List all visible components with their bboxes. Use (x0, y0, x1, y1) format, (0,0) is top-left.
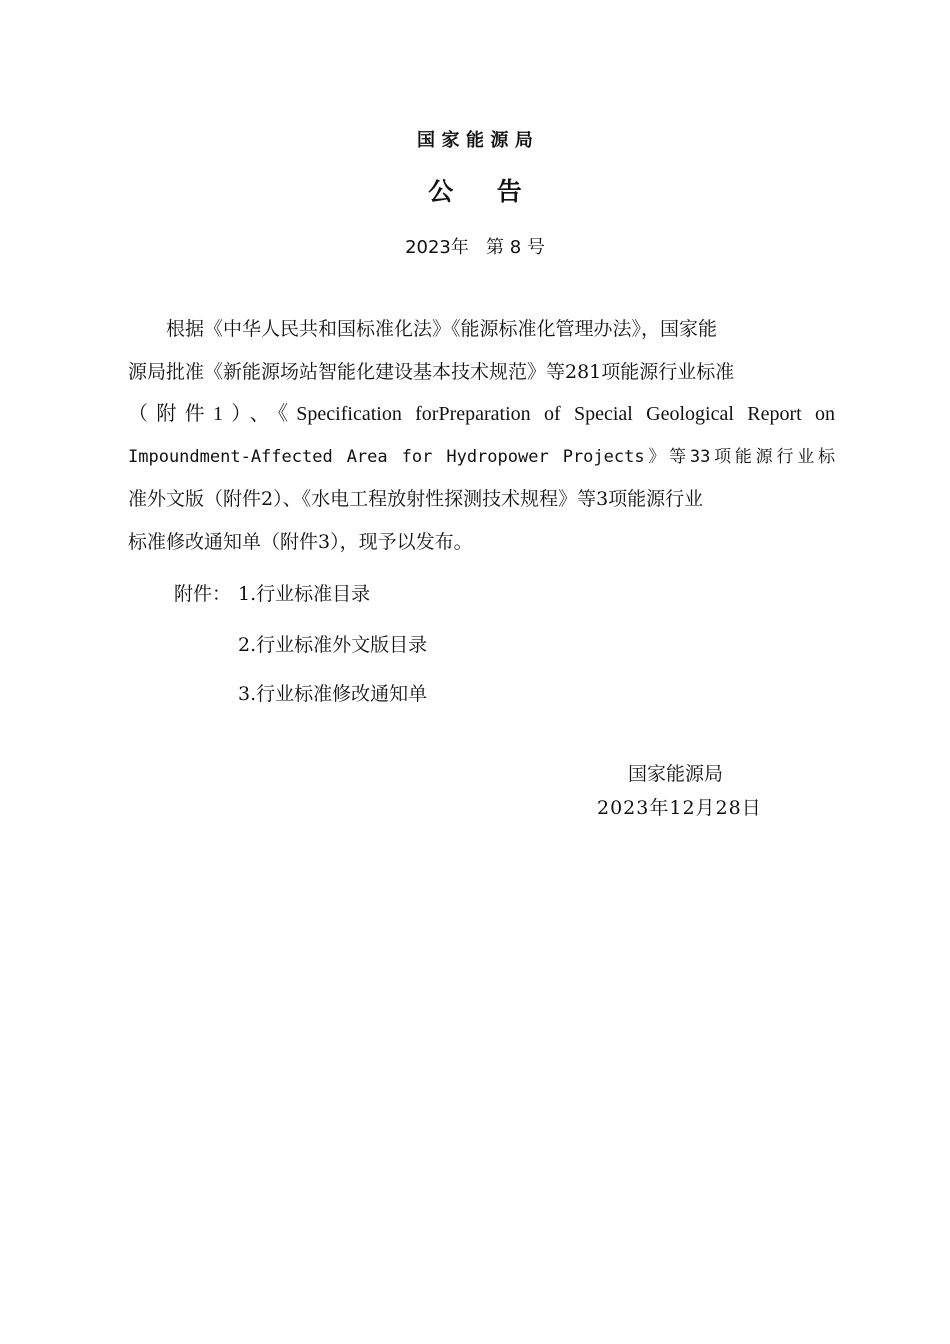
body-line-6: 标准修改通知单（附件3），现予以发布。 (128, 530, 473, 553)
document-title: 公 告 (428, 177, 522, 206)
signature-date: 2023年12月28日 (597, 797, 762, 819)
body-line-4: Impoundment-Affected Area for Hydropower Projects》等33项能源行业标 (128, 446, 835, 467)
body-line-2: 源局批准《新能源场站智能化建设基本技术规范》等281项能源行业标准 (128, 360, 735, 383)
announcement-number: 2023年 第 8 号 (405, 237, 545, 258)
attachment-item-2: 2.行业标准外文版目录 (238, 634, 428, 656)
attachment-item-1: 1.行业标准目录 (238, 583, 371, 605)
body-line-3: （附件1）、《Specification forPreparation of Special Geological Report on (128, 403, 835, 425)
body-line-5: 准外文版（附件2）、《水电工程放射性探测技术规程》等3项能源行业 (128, 488, 704, 510)
body-line-1: 根据《中华人民共和国标准化法》《能源标准化管理办法》，国家能 (166, 318, 718, 340)
attachment-item-3: 3.行业标准修改通知单 (238, 683, 428, 705)
attachments-label: 附件： (174, 583, 232, 605)
announcement-body (128, 308, 835, 563)
issuer-heading: 国 家 能 源 局 (417, 130, 533, 151)
signature-org: 国家能源局 (628, 763, 724, 785)
